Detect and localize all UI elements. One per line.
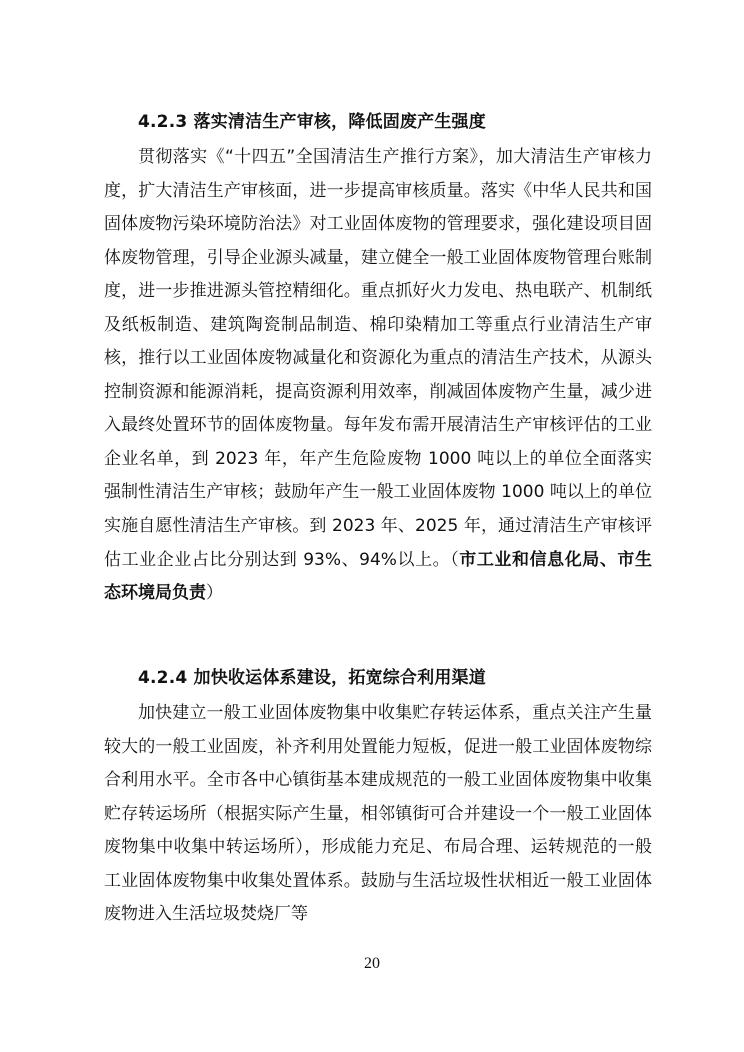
responsible-departments: 市工业和信息化局、市生态环境局负责 xyxy=(104,549,652,604)
section-heading-4-2-3: 4.2.3 落实清洁生产审核，降低固废产生强度 xyxy=(138,112,486,132)
closing-parenthesis: ） xyxy=(206,583,223,604)
section-paragraph-4-2-3 xyxy=(104,141,652,611)
paragraph-text: 贯彻落实《“十四五”全国清洁生产推行方案》，加大清洁生产审核力度，扩大清洁生产审核面，进一步提高审核质量。落实《中华人民共和国固体废物污染环境防治法》对工业固体废物的管理要求，强化建设项目固体废物管理，引导企业源头减量，建立健全一般工业固体废物管理台账制度，进一步推进源头管控精细化。重点抓好火力发电、热电联产、机制纸及纸板制造、建筑陶瓷制品制造、棉印染精加工等重点行业清洁生产审核，推行以工业固体废物减量化和资源化为重点的清洁生产技术，从源头控制资源和能源消耗，提高资源利用效率，削减固体废物产生量，减少进入最终处置环节的固体废物量。每年发布需开展清洁生产审核评估的工业企业名单，到 2023 年，年产生危险废物 1000 吨以上的单位全面落实强制性清洁生产审核；鼓励年产生一般工业固体废物 1000 吨以上的单位实施自愿性清洁生产审核。到 2023 年、2025 年，通过清洁生产审核评估工业企业占比分别达到 93%、94%以上。（ xyxy=(104,147,652,570)
section-heading-4-2-4: 4.2.4 加快收运体系建设，拓宽综合利用渠道 xyxy=(138,668,486,688)
paragraph-text: 加快建立一般工业固体废物集中收集贮存转运体系，重点关注产生量较大的一般工业固废，补齐利用处置能力短板，促进一般工业固体废物综合利用水平。全市各中心镇街基本建成规范的一般工业固体废物集中收集贮存转运场所（根据实际产生量，相邻镇街可合并建设一个一般工业固体废物集中收集中转运场所），形成能力充足、布局合理、运转规范的一般工业固体废物集中收集处置体系。鼓励与生活垃圾性状相近一般工业固体废物进入生活垃圾焚烧厂等 xyxy=(104,703,652,925)
page-number: 20 xyxy=(364,955,380,972)
section-paragraph-4-2-4 xyxy=(104,697,652,932)
